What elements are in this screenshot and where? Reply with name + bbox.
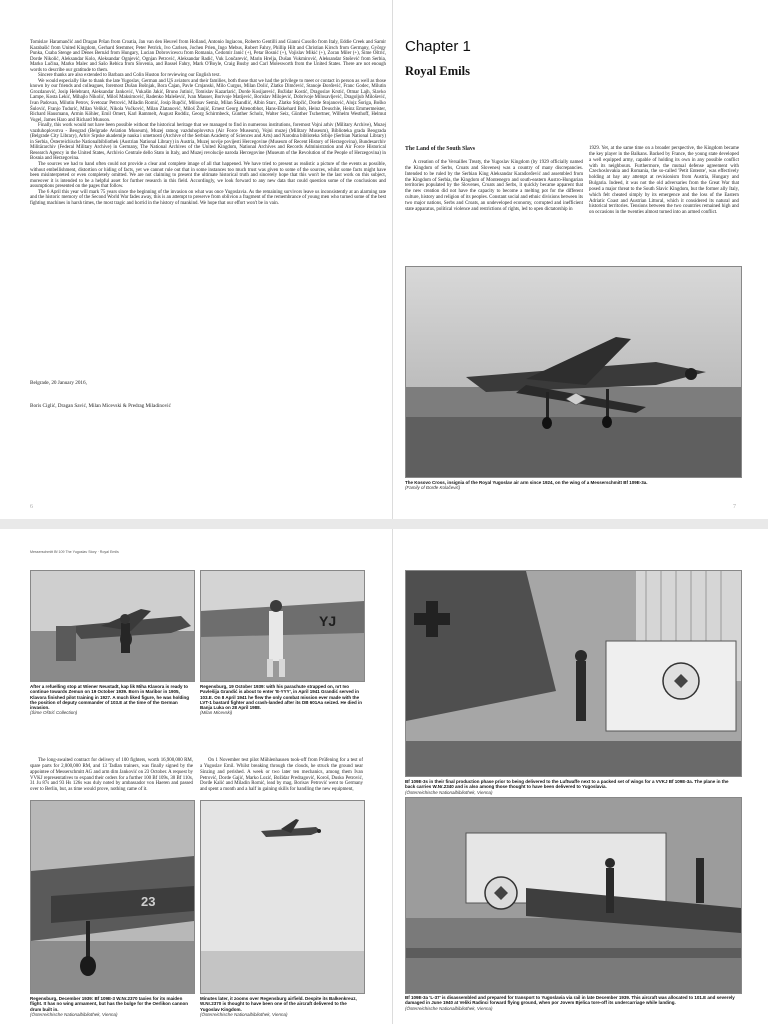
- caption-grandic: [200, 684, 363, 716]
- caption-credit: (Österreichische Nationalbibliothek, Vienna): [405, 789, 493, 795]
- photo-klavora-refuelling: [30, 570, 195, 682]
- caption-klavora: [30, 684, 193, 716]
- bottom-left-body-text: [30, 758, 193, 793]
- spread-divider: [0, 519, 768, 529]
- caption-wnr2370-taxi: [30, 996, 193, 1017]
- caption-credit: (Österreichische Nationalbibliothek, Vienna): [405, 1005, 493, 1011]
- caption-text: Bf 109E-3s in their final production phase prior to being delivered to the Luftwaffe next to a packed set of wings for a VVKJ Bf 109E-3a. The plane in the back carries W.Nr.2340 and is also among those thought to have been delivered to Yugoslavia.: [405, 779, 729, 790]
- svg-text:YJ: YJ: [319, 613, 337, 629]
- chapter-number: Chapter 1: [405, 38, 471, 55]
- photo-kosovo-cross-wing: [405, 266, 742, 478]
- caption-text: Bf 109E-3a 'L-37' is disassembled and prepared for transport to Yugoslavia via rail in late December 1939. This aircraft was allocated to 101.E and severely damaged in June 1940 at Veliki Radinci forward flying ground, when por Jovem Bjelica tore-off its undercarriage while landing.: [405, 995, 735, 1006]
- caption-credit: (Šime Oštrić Collection): [30, 710, 78, 716]
- photo-production-phase: [405, 570, 742, 777]
- svg-text:23: 23: [141, 894, 156, 909]
- chapter-col1-text: A creation of the Versailles Treaty, the Yugoslav Kingdom (by 1929 officially named the Kingdom of Serbs, Croats and Slovenes) was a country of many discrepancies. Intended to be ruled by the Serbian King Aleksandar Karađorđević and assembled from the Kingdom of Serbia, the Kingdom of Montenegro and south-eastern Austro-Hungarian territories populated by the Slovenes, Croats and Serbs, it quickly became apparent that the new creation did not have the capacity to become a melting pot for the different culture, history and religion of its peoples. Constant social and ethnic divisions between its two major nations, Serbs and Croats, an undeveloped economy, corrupted and inefficient state apparatus, political violence and restrictions of rights, led to open dictatorship in: [405, 160, 583, 212]
- place-date: Belgrade, 20 January 2016,: [30, 380, 87, 386]
- caption-text: The Kosovo Cross, insignia of the Royal Yugoslav air arm since 1924, on the wing of a Messerschmitt Bf 109E-3a.: [405, 480, 648, 485]
- ack-paragraph: The 6 April this year will mark 75 years since the beginning of the invasion on what was once Yugoslavia. As the remaining survivors leave us inconsistently at an alarming rate and the historic memory of the Second World War fades away, this is an attempt to preserve from oblivion a fragment of the remembrance of young men who turned some of the best fighting machines in harsh times, the most tragic and horrid in the history of mankind. We hope that our effort won't be in vain.: [30, 189, 386, 206]
- page-number-left: 6: [30, 504, 33, 510]
- ack-paragraph: Finally, this work would not have been possible without the historical heritage that we managed to find in numerous institutions, foremost Vojni arhiv (Military Archive), Muzej vazduhoplovstva - Beograd (Belgrade Aviation Museum), Muzej ratnog vazduhoplovstva (Air Force Museum), Vojni muzej (Military Museum), Biblioteka grada Beograda (Belgrade City Library), Arhiv Srpske akademije nauka i umetnosti (Archive of the Serbian Academy of Sciences and Arts) and Narodna biblioteka Srbije (Serbian National Library) in Serbia, Österreichische Nationalbibliothek (Austrian National Library) in Austria, Muzej novije povijesti Hercegovine (Museum of Recent History of Herzegovina), Bundesarchiv Militärarchiv (Federal Military Archive) in Germany, The National Archives of the United Kingdom, National Archives and Records Administration and Air Force Historical Research Agency in the United States, Archivio Centrale dello Stato in Italy, and Muzej revolucije naroda Hercegovine (Museum of the Revolution of the People of Herzegovina) in Bosnia and Herzegovina.: [30, 123, 386, 162]
- ack-paragraph: We would especially like to thank the late Yugoslav, German and US aviators and their families, both those that we had the privilege to meet or contact in person as well as those known by our friends and colleagues, foremost Dušan Bošnjak, Bora Čajan, Pavle Crnjanski, Milo Curgus, Milan Dolić, Zlatko Dimčević, Stanoje Đorđević, Franc Godec, Milutin Grozdanović, Josip Helebrant, Aleksandar Janković, Vukašin Jakić, Bruno Jutinić, Tomislav Kazarlarić, Dorde Kosijarević, Božidar Kostić, Dragoslav Krstić, Otmar Lajh, Slavko Lampe, Kosta Lekić, Mihajlo Nikolić, Miloš Maksimović, Radenko Malešević, Ivan Mauser, Borivoje Matijević, Borislav Milojević, Dobrivoje Milosavljević, Dragoljub Milošević, Ivan Padovan, Milutin Petrov, Svetozar Petrović, Miladin Romić, Josip Rupčić, Milosav Semiz, Milan Škandlić, Albin Starc, Zlatko Stipčić, Dorde Stojanović, Alojz Šoriga, Boško Šulović, Franjo Tudurić, Milan Velikić, Nikola Vučković, Milan Zlatanović, Miloš Žunjić, Ernest Georg Altenotbhot, Hans-Ekkehard Bob, Heinz Deuschle, Heinz Emmermeister, Richard Hausmann, Armin Köhler, Emil Omert, Karl Rammelt, August Roddiz, Georg Schirmbeck, Günther Scholz, Walter Seiz, Günther Tschertner, Wilhelm Westhoff, Helmut Vogel, James Haro and Richard Munson.: [30, 78, 386, 123]
- running-head: Messerschmitt Bf 109 The Yugoslav Story · Royal Emils: [30, 550, 119, 554]
- bottom-right-body-text: [200, 758, 363, 793]
- caption-wnr2370-flyover: [200, 996, 363, 1017]
- page-number-right: 7: [733, 504, 736, 510]
- top-gutter: [392, 0, 393, 519]
- body-text: The long-awaited contract for delivery of 100 fighters, worth 16,900,000 RM, spare parts for 2,000,000 RM, and 13 Tadlan trainers, was finally signed by the appointee of Messerschmitt AG and arm dim Janković on 23 October. A request by VVKJ representatives to expand their orders for a further 100 Bf 109s, 30 Bf 110s, 31 Ju 87s and 93 Hs 126s was duly noted by ambassador von Haeren and passed over to Berlin, but, as time would prove, nothing came of it.: [30, 758, 193, 793]
- caption-credit: (Österreichische Nationalbibliothek, Vienna): [200, 1011, 288, 1017]
- caption-text: Regensburg, December 1939: Bf 109E-3 W.Nr.2370 taxies for its maiden flight. It has no wing armament, but has the bulge for the Oerlikon cannon drum built in.: [30, 996, 189, 1012]
- chapter-column-1: [405, 160, 583, 213]
- photo-grandic-parachute: [200, 570, 365, 682]
- authors-signature: Boris Ciglić, Dragan Savić, Milan Micevski & Predrag Miladinović: [30, 403, 171, 409]
- caption-kosovo-cross: [405, 480, 740, 491]
- caption-l37: [405, 995, 740, 1011]
- caption-credit: (Milan Micevski): [200, 710, 233, 716]
- photo-wnr2370-flyover: [200, 800, 365, 994]
- caption-production-phase: [405, 779, 740, 795]
- ack-paragraph: Tomislav Haramančić and Dragan Pršan from Croatia, Jan van den Heuvel from Holland, Antonio Ingiacou, Roberto Gentilli and Gianni Cusollo from Italy, Eddie Creek and Samir Karabašić from United Kingdom, Gerhard Stemmer, Peter Petrick, Ivo Carlsen, Jochen Prien, Ingo Mebus, Robert Fahry, Phillip Hilt and Christian Kirsch from Germany, György Punka, Csaba Stenge and Dénes Bernád from Hungary, Lucian Dobrovicescu from Romania, Čedomir Janić (+), Petar Bosnić (+), Vojislav Mikić (+), Zoran Miler (+), Šime Oštrić, Dorde Nikolić, Aleksandar Kolo, Aleksandar Ognjević, Ognjan Petrović, Aleksandar Radić, Vuk Lončarević, Marin Hrelja, Dušan Vukmirović, Aleksandar Stošević from Serbia, Marko Lučina, Marko Malec and Sašo Rebica from Slovenia, and Bassel Fahry, Mark O'Boyle, Craig Busby and Carl Molesworth from the United States. There are not enough words to describe our gratitude to them.: [30, 40, 386, 73]
- caption-credit: (Österreichische Nationalbibliothek, Vienna): [30, 1011, 118, 1017]
- body-text: On 1 November test pilot Mühlenhausen took-off from Prüfening for a test of a Yugoslav Emil. Whilst breaking through the clouds, he struck the ground near Sinzing and perished. A week or two later ten mechanics, among them Ivan Petrović, Dorde Gajić, Marko Lozić, Božidar Predragović, Koroš, Dusko Petrović, Dorđe Kalić and Miladin Romić, lead by mag. Borisav Petrović went to Germany and spent a month and a half in gaining skills for handling the new equipment,: [200, 758, 363, 793]
- photo-l37-disassembled: [405, 797, 742, 994]
- section-heading: The Land of the South Slavs: [405, 146, 476, 152]
- chapter-title: Royal Emils: [405, 64, 470, 78]
- ack-paragraph: The sources we had to hand often could not provide a clear and complete image of all that happened. We have tried to present as realistic a picture of the events as possible, without embellishment, distortion or hiding of facts, yet we cannot rule out that in some instances too much trust was given to some of the sources, whilst some facts might have been misinterpreted or even completely omitted. We are not claiming to present the ultimate historical truth and sincerely hope that this won't be the last work on this subject, moreover it is intended to be a helpful asset for further research in this field. Accordingly, we look forward to any new data that could question some of the conclusions and assumptions presented on the pages that follow.: [30, 162, 386, 190]
- caption-text: After a refuelling stop at Wiener Neustadt, kap lik Miha Klavora is ready to continue towards Zemun on 19 October 1939. Born in Maribor in 1905, Klavora finished pilot training in 1927. A much liked figure, he was holding the position of deputy commander of 103.E at the time of the German invasion.: [30, 684, 189, 711]
- bottom-gutter: [392, 529, 393, 1024]
- caption-text: Minutes later, it zooms over Regensburg airfield. Despite its Balkenkreuz, W.Nr.2370 is thought to have been one of the aircraft delivered to the Yugoslav Kingdom.: [200, 996, 357, 1012]
- caption-credit: (Family of Đorđe Kolačević): [405, 485, 461, 491]
- photo-wnr2370-taxiing: [30, 800, 195, 994]
- chapter-col2-text: 1929. Yet, at the same time on a broader perspective, the Kingdom became the key player in the Balkans. Backed by France, the young state developed a well equipped army, capable of holding its own in any possible conflict with its neighbours. Furthermore, the mutual defense agreement with Czechoslovakia and Romania, the so-called 'Petit Entente', was effectively holding at bay any attempt at revisionism from Austria, Hungary and Bulgaria. Indeed, it was not the old adversaries from the Great War that posed a major threat to the South Slavic Kingdom, but the former ally Italy, which felt cheated simply by its emergence and the loss of the Eastern Adriatic Coast and Austrian Littoral, which it considered its natural and historical territories. Tensions between the two countries remained high and on occasions in the twenties almost turned into an armed conflict.: [589, 146, 739, 216]
- ack-paragraph: Sincere thanks are also extended to Barbara and Colin Huston for reviewing our English text.: [38, 73, 221, 79]
- acknowledgements-text: [30, 40, 386, 206]
- chapter-column-2: [589, 146, 739, 216]
- caption-text: Regensburg, 19 October 1939: with his parachute strapped on, nrt Ivo Pavlešija Grandić is about to enter 'E-YYY', in April 1941 Grandić served in 103.E. On 8 April 1941 he flew the only combat mission ever made with the LVT-1 bastard fighter and crash-landed after its DB 601Aa seized. He died in Banja Luka on 28 April 1988.: [200, 684, 362, 711]
